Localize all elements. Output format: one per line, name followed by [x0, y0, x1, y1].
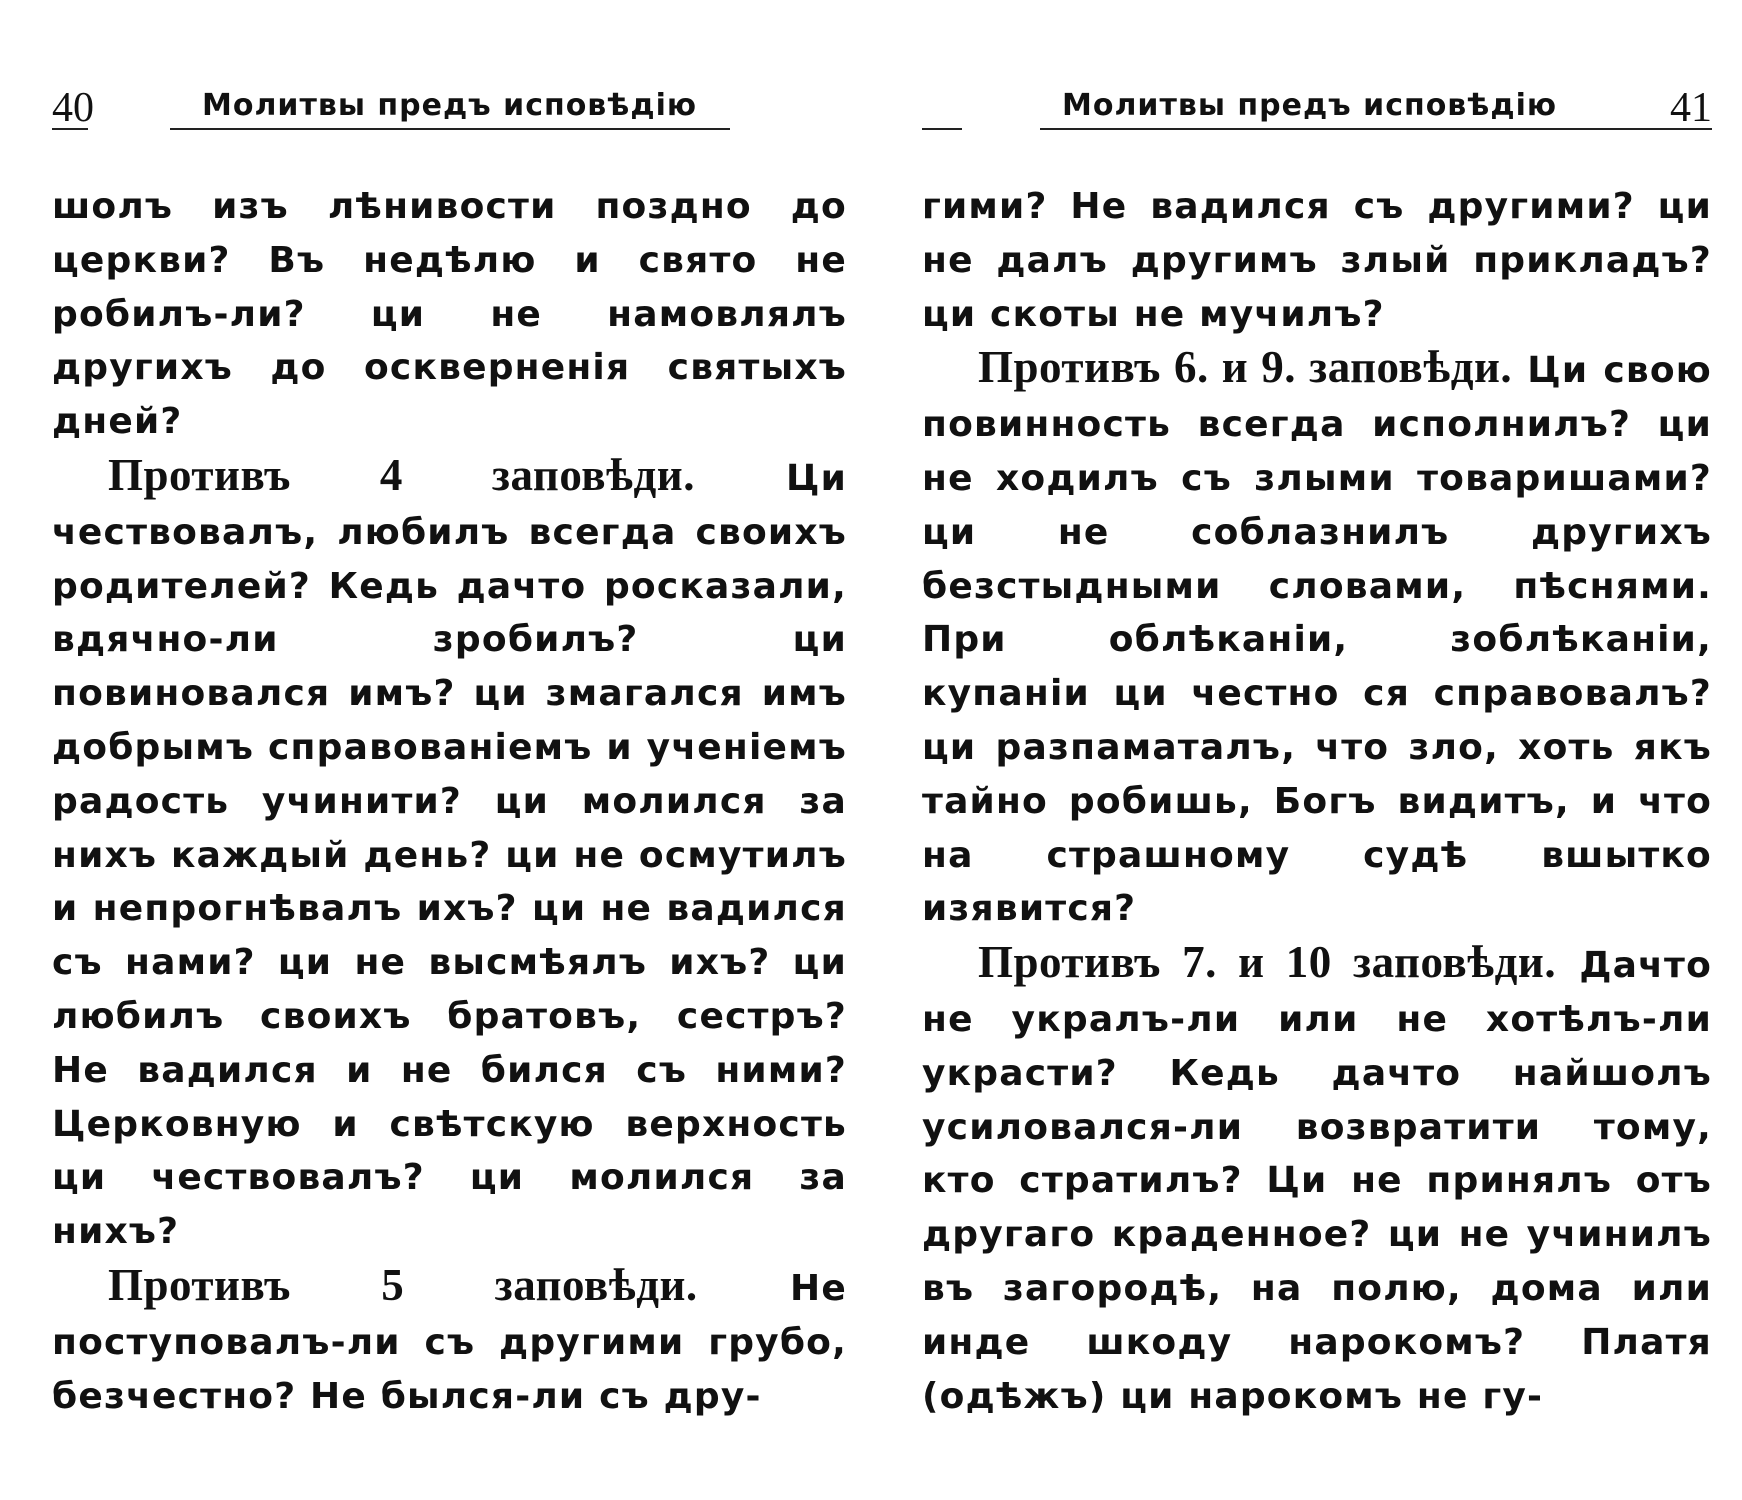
- left-page-number: 40: [52, 85, 94, 131]
- right-header-rule-short: [922, 128, 962, 130]
- left-paragraph-2: [52, 449, 847, 1259]
- right-page: [922, 0, 1712, 1500]
- right-page-number: 41: [1670, 85, 1712, 131]
- left-header-rule-short: [52, 128, 88, 130]
- left-paragraph-2-text: Ци чествовалъ, любилъ всегда своихъ родителей? Кедь дачто росказали, вдячно-ли зробилъ? ци повиновался имъ? ци змагался имъ добрымъ справованіемъ и ученіемъ радость учинити? ци молился за нихъ каждый день? ци не осмутилъ и непрогнѣвалъ ихъ? ци не вадился съ нами? ци не высмѣялъ ихъ? ци любилъ своихъ братовъ, сестръ? Не вадился и не бился съ ними? Церковную и свѣтскую верхность ци чествовалъ? ци молился за нихъ?: [52, 457, 847, 1253]
- left-running-title: Молитвы предъ исповѣдію: [202, 88, 698, 123]
- right-running-head: [922, 70, 1712, 140]
- left-paragraph-1-text: шолъ изъ лѣнивости поздно до церкви? Въ недѣлю и свято не робилъ-ли? ци не намовлялъ другихъ до оскверненія святыхъ дней?: [52, 186, 847, 443]
- commandment-7-10-heading: Противъ 7. и 10 заповѣди.: [978, 937, 1557, 988]
- commandment-5-heading: Противъ 5 заповѣди.: [108, 1259, 698, 1310]
- left-body-text: [52, 180, 847, 1423]
- right-paragraph-1: [922, 180, 1712, 341]
- left-page: [52, 0, 847, 1500]
- left-running-head: [52, 70, 847, 140]
- right-paragraph-1-text: гими? Не вадился съ другими? ци не далъ другимъ злый прикладъ? ци скоты не мучилъ?: [922, 186, 1712, 335]
- left-header-rule: [170, 128, 730, 130]
- right-paragraph-3: [922, 936, 1712, 1423]
- right-running-title: Молитвы предъ исповѣдію: [1062, 88, 1558, 123]
- left-paragraph-3: [52, 1259, 847, 1423]
- left-paragraph-1: [52, 180, 847, 449]
- right-header-rule: [1040, 128, 1712, 130]
- commandment-6-9-heading: Противъ 6. и 9. заповѣди.: [978, 342, 1513, 393]
- right-paragraph-3-text: Дачто не укралъ-ли или не хотѣлъ-ли украсти? Кедь дачто найшолъ усиловался-ли возвратити тому, кто стратилъ? Ци не принялъ отъ другаго краденное? ци не учинилъ въ загородѣ, на полю, дома или инде шкоду нарокомъ? Платя (одѣжъ) ци нарокомъ не гу-: [922, 945, 1713, 1417]
- right-body-text: [922, 180, 1712, 1423]
- right-paragraph-2-text: Ци свою повинность всегда исполнилъ? ци не ходилъ съ злыми товаришами? ци не соблазнилъ другихъ безстыдными словами, пѣснями. При облѣканіи, зоблѣканіи, купаніи ци честно ся справовалъ? ци разпаматалъ, что зло, хоть якъ тайно робишь, Богъ видитъ, и что на страшному судѣ вшытко изявится?: [922, 350, 1713, 930]
- right-paragraph-2: [922, 341, 1712, 936]
- left-paragraph-3-text: Не поступовалъ-ли съ другими грубо, безчестно? Не былся-ли съ дру-: [52, 1267, 847, 1417]
- commandment-4-heading: Противъ 4 заповѣди.: [108, 449, 695, 500]
